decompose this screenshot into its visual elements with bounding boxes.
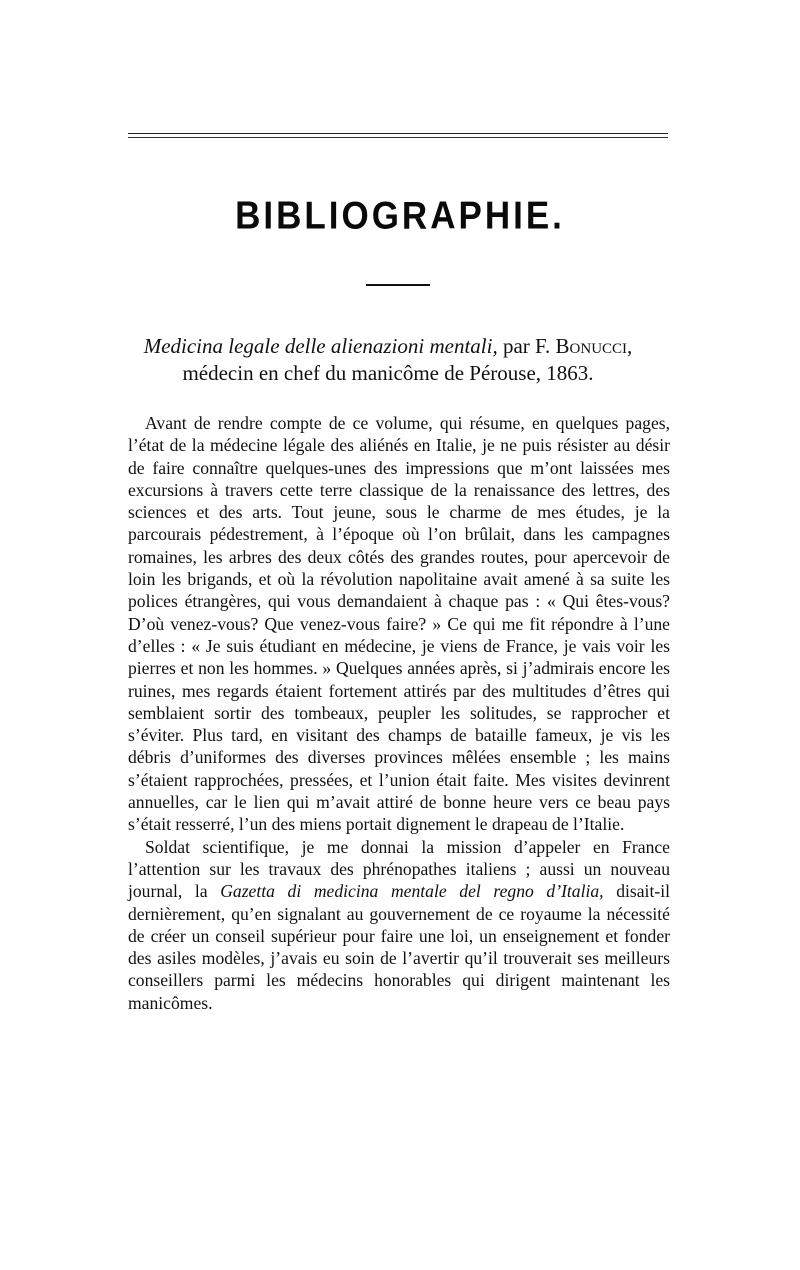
rule-line — [128, 133, 668, 134]
paragraph-text: Soldat scientifique, je me donnai la mission d’appeler en France l’attention sur les travaux des phrénopathes italiens ; aussi un nouveau journal, la — [128, 836, 670, 902]
header-double-rule — [128, 133, 668, 139]
author-name: Bonucci, — [555, 334, 633, 358]
review-subtitle — [103, 333, 673, 387]
section-heading: BIBLIOGRAPHIE. — [235, 193, 565, 238]
paragraph — [128, 836, 670, 1014]
paragraph: Avant de rendre compte de ce volume, qui résume, en quelques pages, l’état de la médecine légale des aliénés en Italie, je ne puis résister au désir de faire connaître quelques-unes des impressions que m’ont laissées mes excursions à travers cette terre classique de la renaissance des lettres, des sciences et des arts. Tout jeune, sous le charme de mes études, je la parcourais pédestrement, à l’époque où l’on brûlait, dans les campagnes romaines, les arbres des deux côtés des grandes routes, pour apercevoir de loin les brigands, et où la révolution napolitaine avait amené à sa suite les polices étrangères, qui vous demandaient à chaque pas : « Qui êtes-vous? D’où venez-vous? Que venez-vous faire? » Ce qui me fit répondre à l’une d’elles : « Je suis étudiant en médecine, je viens de France, je vais voir les pierres et non les hommes. » Quelques années après, si j’admirais encore les ruines, mes regards étaient fortement attirés par des multitudes d’êtres qui semblaient sortir des tombeaux, peupler les solitudes, se rapprocher et s’éviter. Plus tard, en visitant des champs de bataille fameux, je vis les débris d’uniformes des diverses provinces mêlées ensemble ; les mains s’étaient rapprochées, pressées, et l’union était faite. Mes visites devinrent annuelles, car le lien qui m’avait attiré de bonne heure vers ce beau pays s’était resserré, l’un des miens portait dignement le drapeau de l’Italie. — [128, 413, 670, 835]
body-text — [128, 412, 670, 1014]
heading-underline — [366, 284, 430, 286]
paragraph-text: disait-il dernièrement, qu’en signalant au gouvernement de ce royaume la nécessité de créer un conseil supérieur pour faire une loi, un enseignement et fonder des asiles modèles, j’avais eu soin de l’avertir qu’il trouverait ses meilleurs conseillers parmi les médecins honorables qui dirigent maintenant les manicômes. — [128, 881, 670, 1013]
work-title: Medicina legale delle alienazioni mentali, — [143, 334, 498, 358]
by-label: par F. — [502, 334, 551, 358]
subtitle-line-2: médecin en chef du manicôme de Pérouse, 1863. — [182, 361, 594, 385]
rule-line — [128, 137, 668, 138]
journal-title: Gazetta di medicina mentale del regno d’Italia, — [220, 881, 604, 902]
